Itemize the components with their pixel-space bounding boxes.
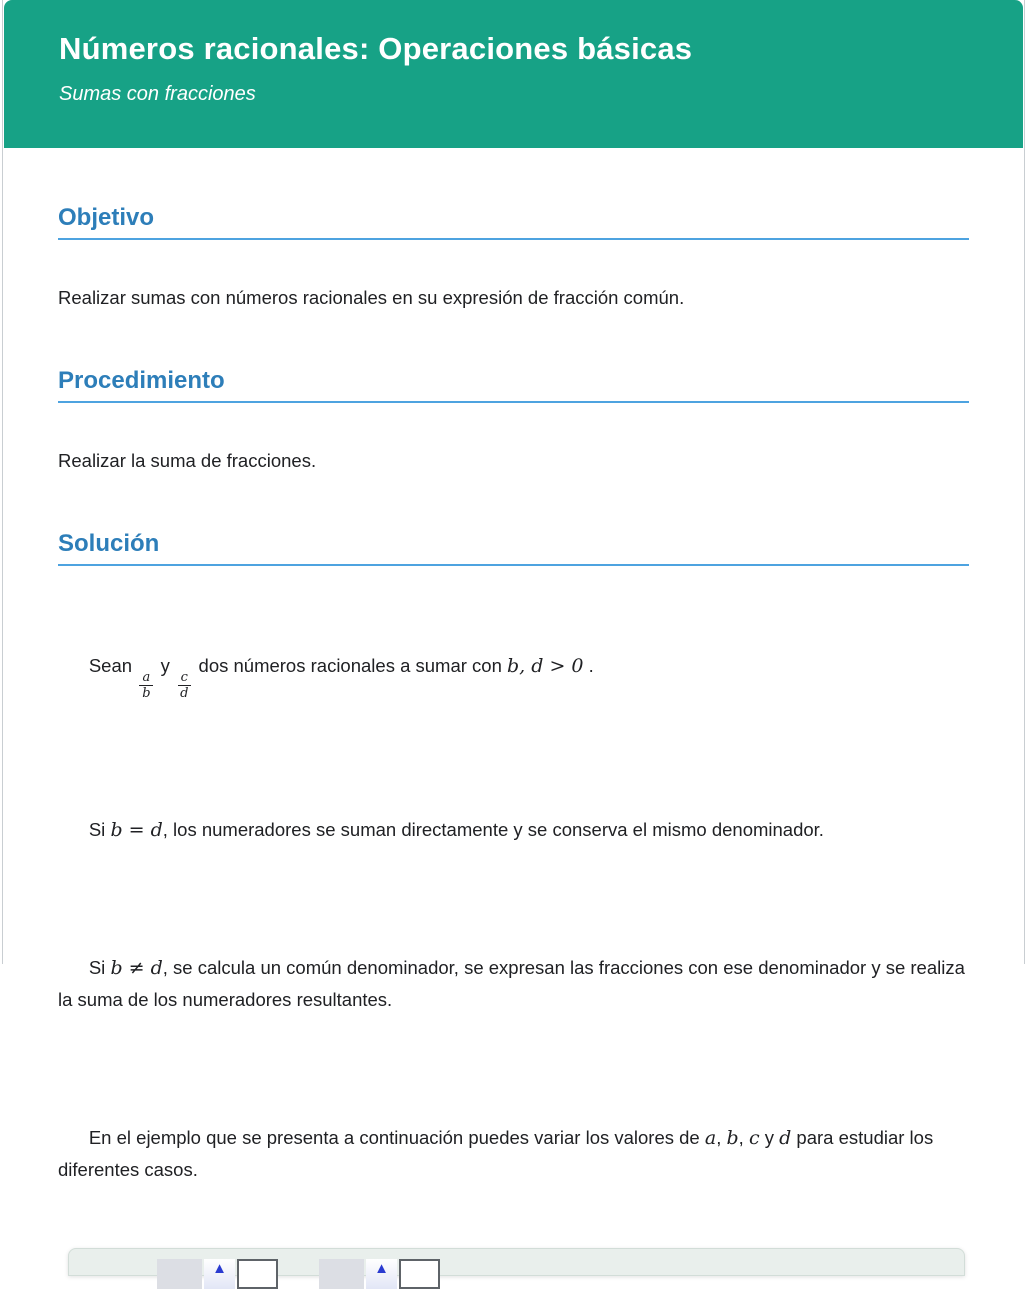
section-underline-procedimiento xyxy=(58,401,969,403)
math-variable-c: c xyxy=(748,1127,760,1149)
fraction-numerator: c xyxy=(178,671,191,686)
page-header xyxy=(4,0,1023,148)
text-fragment: Si xyxy=(88,957,111,978)
section-underline-objetivo xyxy=(58,238,969,240)
spinner-value-input[interactable] xyxy=(237,1259,278,1289)
spinner-row xyxy=(69,1249,964,1289)
text-fragment: Si xyxy=(88,819,111,840)
paragraph-solucion-distinto xyxy=(58,920,969,1048)
text-fragment: y xyxy=(155,655,176,676)
fraction-denominator: b xyxy=(142,686,151,701)
text-fragment: , xyxy=(738,1127,749,1148)
text-fragment: , los numeradores se suman directamente y se conserva el mismo denominador. xyxy=(162,819,824,840)
arrow-up-icon: ▲ xyxy=(374,1260,389,1277)
math-variable-d: d xyxy=(779,1127,792,1149)
section-title-objetivo: Objetivo xyxy=(58,204,155,231)
paragraph-solucion-sean xyxy=(58,606,969,740)
text-fragment: , xyxy=(716,1127,727,1148)
spinner-control-2 xyxy=(319,1259,440,1289)
paragraph-solucion-igual xyxy=(58,782,969,878)
content-area xyxy=(3,203,1024,1276)
text-fragment: , se calcula un común denominador, se expresan las fracciones con ese denominador y se realiza la suma de los numeradores resultantes. xyxy=(58,957,971,1010)
math-expression-b-not-equal-d: b ≠ d xyxy=(110,957,163,979)
spinner-label-cell xyxy=(157,1259,202,1289)
text-fragment: Sean xyxy=(88,655,138,676)
arrow-up-icon: ▲ xyxy=(212,1260,227,1277)
page-subtitle: Sumas con fracciones xyxy=(59,83,256,105)
page-title: Números racionales: Operaciones básicas xyxy=(59,31,693,66)
applet-panel xyxy=(68,1248,965,1276)
fraction-numerator: a xyxy=(139,671,153,686)
math-expression-bd-positive: b, d > 0 xyxy=(507,655,584,677)
text-fragment: En el ejemplo que se presenta a continuación puedes variar los valores de xyxy=(88,1127,705,1148)
section-title-procedimiento: Procedimiento xyxy=(58,367,225,394)
page-frame xyxy=(2,0,1025,1277)
spinner-up-button[interactable] xyxy=(366,1259,397,1289)
math-expression-b-equals-d: b = d xyxy=(110,819,163,841)
spinner-value-input[interactable] xyxy=(399,1259,440,1289)
text-fragment: y xyxy=(759,1127,780,1148)
fraction-a-over-b xyxy=(139,671,153,700)
fraction-denominator: d xyxy=(180,686,189,701)
paragraph-procedimiento: Realizar la suma de fracciones. xyxy=(58,450,317,471)
math-variable-b: b xyxy=(726,1127,739,1149)
section-underline-solucion xyxy=(58,564,969,566)
paragraph-solucion-ejemplo xyxy=(58,1090,969,1218)
math-variable-a: a xyxy=(704,1127,717,1149)
paragraph-objetivo: Realizar sumas con números racionales en su expresión de fracción común. xyxy=(58,287,685,308)
spinner-control-1 xyxy=(157,1259,278,1289)
spinner-label-cell xyxy=(319,1259,364,1289)
text-fragment: para estudiar los diferentes casos. xyxy=(58,1127,939,1180)
section-title-solucion: Solución xyxy=(58,530,160,557)
text-fragment: dos números racionales a sumar con xyxy=(193,655,508,676)
fraction-c-over-d xyxy=(177,671,191,700)
spinner-up-button[interactable] xyxy=(204,1259,235,1289)
text-fragment: . xyxy=(583,655,594,676)
